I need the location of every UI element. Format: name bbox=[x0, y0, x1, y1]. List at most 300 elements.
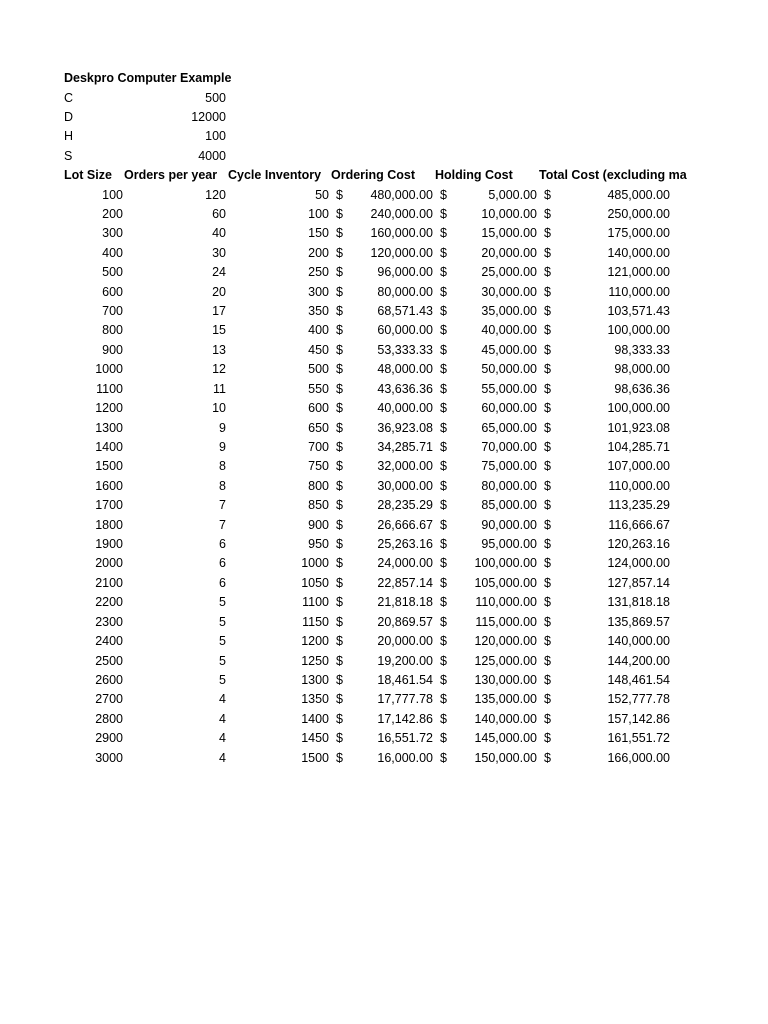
table-row bbox=[0, 671, 768, 690]
lot-size-cell: 1600 bbox=[95, 478, 123, 493]
holding-cost-cell: 105,000.00 bbox=[474, 575, 537, 590]
cycle-inventory-cell: 350 bbox=[308, 304, 329, 319]
cycle-inventory-cell: 200 bbox=[308, 245, 329, 260]
currency-symbol: $ bbox=[336, 304, 343, 319]
currency-symbol: $ bbox=[544, 420, 551, 435]
ordering-cost-cell: 28,235.29 bbox=[377, 498, 433, 513]
param-value: 500 bbox=[205, 91, 226, 105]
currency-symbol: $ bbox=[544, 614, 551, 629]
total-cost-cell: 120,263.16 bbox=[607, 537, 670, 552]
total-cost-cell: 104,285.71 bbox=[607, 439, 670, 454]
holding-cost-cell: 135,000.00 bbox=[474, 692, 537, 707]
sheet-title: Deskpro Computer Example bbox=[64, 71, 232, 85]
currency-symbol: $ bbox=[336, 575, 343, 590]
cycle-inventory-cell: 150 bbox=[308, 226, 329, 241]
currency-symbol: $ bbox=[336, 634, 343, 649]
orders-per-year-cell: 12 bbox=[212, 362, 226, 377]
header-cycle-inventory: Cycle Inventory bbox=[228, 168, 322, 182]
table-row bbox=[0, 690, 768, 709]
total-cost-cell: 107,000.00 bbox=[607, 459, 670, 474]
total-cost-cell: 113,235.29 bbox=[608, 498, 670, 513]
param-label: S bbox=[64, 149, 73, 163]
currency-symbol: $ bbox=[544, 731, 551, 746]
total-cost-cell: 127,857.14 bbox=[607, 575, 670, 590]
currency-symbol: $ bbox=[336, 342, 343, 357]
currency-symbol: $ bbox=[544, 653, 551, 668]
lot-size-cell: 1700 bbox=[95, 498, 123, 513]
currency-symbol: $ bbox=[440, 614, 447, 629]
holding-cost-cell: 25,000.00 bbox=[481, 265, 537, 280]
ordering-cost-cell: 16,000.00 bbox=[377, 750, 433, 765]
table-row bbox=[0, 652, 768, 671]
table-row bbox=[0, 496, 768, 515]
total-cost-cell: 144,200.00 bbox=[607, 653, 670, 668]
orders-per-year-cell: 5 bbox=[219, 614, 226, 629]
currency-symbol: $ bbox=[440, 575, 447, 590]
table-row bbox=[0, 419, 768, 438]
lot-size-cell: 2200 bbox=[95, 595, 123, 610]
orders-per-year-cell: 120 bbox=[205, 187, 226, 202]
total-cost-cell: 124,000.00 bbox=[607, 556, 670, 571]
table-row bbox=[0, 341, 768, 360]
orders-per-year-cell: 11 bbox=[213, 381, 226, 396]
table-row bbox=[0, 535, 768, 554]
header-total-cost: Total Cost (excluding ma bbox=[539, 168, 687, 182]
lot-size-cell: 1400 bbox=[95, 439, 123, 454]
param-row-s bbox=[0, 147, 768, 166]
table-row bbox=[0, 224, 768, 243]
cycle-inventory-cell: 900 bbox=[308, 517, 329, 532]
holding-cost-cell: 15,000.00 bbox=[481, 226, 537, 241]
orders-per-year-cell: 15 bbox=[212, 323, 226, 338]
currency-symbol: $ bbox=[336, 614, 343, 629]
cycle-inventory-cell: 1200 bbox=[301, 634, 329, 649]
currency-symbol: $ bbox=[544, 750, 551, 765]
title-row bbox=[0, 69, 768, 88]
orders-per-year-cell: 30 bbox=[212, 245, 226, 260]
cycle-inventory-cell: 600 bbox=[308, 401, 329, 416]
holding-cost-cell: 145,000.00 bbox=[474, 731, 537, 746]
orders-per-year-cell: 7 bbox=[219, 517, 226, 532]
cycle-inventory-cell: 950 bbox=[308, 537, 329, 552]
table-row bbox=[0, 186, 768, 205]
orders-per-year-cell: 60 bbox=[212, 206, 226, 221]
currency-symbol: $ bbox=[440, 284, 447, 299]
cycle-inventory-cell: 50 bbox=[315, 187, 329, 202]
cycle-inventory-cell: 1150 bbox=[302, 614, 329, 629]
orders-per-year-cell: 9 bbox=[219, 420, 226, 435]
table-row bbox=[0, 399, 768, 418]
holding-cost-cell: 110,000.00 bbox=[475, 595, 537, 610]
lot-size-cell: 2100 bbox=[95, 575, 123, 590]
total-cost-cell: 100,000.00 bbox=[607, 401, 670, 416]
cycle-inventory-cell: 1000 bbox=[301, 556, 329, 571]
param-label: D bbox=[64, 110, 74, 124]
currency-symbol: $ bbox=[336, 226, 343, 241]
ordering-cost-cell: 240,000.00 bbox=[370, 206, 433, 221]
table-row bbox=[0, 263, 768, 282]
total-cost-cell: 157,142.86 bbox=[607, 711, 670, 726]
table-row bbox=[0, 516, 768, 535]
currency-symbol: $ bbox=[544, 401, 551, 416]
ordering-cost-cell: 480,000.00 bbox=[370, 187, 433, 202]
table-row bbox=[0, 360, 768, 379]
orders-per-year-cell: 6 bbox=[219, 575, 226, 590]
currency-symbol: $ bbox=[544, 304, 551, 319]
currency-symbol: $ bbox=[336, 381, 343, 396]
currency-symbol: $ bbox=[336, 692, 343, 707]
table-row bbox=[0, 554, 768, 573]
ordering-cost-cell: 17,777.78 bbox=[377, 692, 433, 707]
lot-size-cell: 200 bbox=[102, 206, 123, 221]
param-row-h bbox=[0, 127, 768, 146]
ordering-cost-cell: 30,000.00 bbox=[377, 478, 433, 493]
lot-size-cell: 100 bbox=[102, 187, 123, 202]
table-row bbox=[0, 574, 768, 593]
table-row bbox=[0, 380, 768, 399]
cycle-inventory-cell: 550 bbox=[308, 381, 329, 396]
currency-symbol: $ bbox=[336, 478, 343, 493]
ordering-cost-cell: 60,000.00 bbox=[377, 323, 433, 338]
currency-symbol: $ bbox=[336, 245, 343, 260]
orders-per-year-cell: 6 bbox=[219, 537, 226, 552]
holding-cost-cell: 115,000.00 bbox=[475, 614, 537, 629]
header-lot-size: Lot Size bbox=[64, 168, 112, 182]
holding-cost-cell: 55,000.00 bbox=[481, 381, 537, 396]
lot-size-cell: 700 bbox=[102, 304, 123, 319]
currency-symbol: $ bbox=[336, 537, 343, 552]
total-cost-cell: 98,000.00 bbox=[614, 362, 670, 377]
ordering-cost-cell: 22,857.14 bbox=[377, 575, 433, 590]
orders-per-year-cell: 5 bbox=[219, 634, 226, 649]
holding-cost-cell: 130,000.00 bbox=[474, 673, 537, 687]
lot-size-cell: 2800 bbox=[95, 711, 123, 726]
currency-symbol: $ bbox=[440, 206, 447, 221]
total-cost-cell: 121,000.00 bbox=[607, 265, 670, 280]
lot-size-cell: 2300 bbox=[95, 614, 123, 629]
currency-symbol: $ bbox=[544, 187, 551, 202]
table-row bbox=[0, 749, 768, 768]
currency-symbol: $ bbox=[544, 226, 551, 241]
holding-cost-cell: 50,000.00 bbox=[481, 362, 537, 377]
lot-size-cell: 1000 bbox=[95, 362, 123, 377]
ordering-cost-cell: 43,636.36 bbox=[377, 381, 433, 396]
ordering-cost-cell: 20,869.57 bbox=[377, 614, 433, 629]
ordering-cost-cell: 48,000.00 bbox=[377, 362, 433, 377]
cycle-inventory-cell: 800 bbox=[308, 478, 329, 493]
currency-symbol: $ bbox=[544, 206, 551, 221]
lot-size-cell: 2900 bbox=[95, 731, 123, 746]
currency-symbol: $ bbox=[440, 342, 447, 357]
ordering-cost-cell: 16,551.72 bbox=[377, 731, 433, 746]
total-cost-cell: 101,923.08 bbox=[607, 420, 670, 435]
currency-symbol: $ bbox=[440, 498, 447, 513]
currency-symbol: $ bbox=[336, 731, 343, 746]
total-cost-cell: 103,571.43 bbox=[607, 304, 670, 319]
table-row bbox=[0, 613, 768, 632]
currency-symbol: $ bbox=[440, 420, 447, 435]
ordering-cost-cell: 40,000.00 bbox=[377, 401, 433, 416]
currency-symbol: $ bbox=[336, 439, 343, 454]
currency-symbol: $ bbox=[544, 634, 551, 649]
holding-cost-cell: 95,000.00 bbox=[481, 537, 537, 552]
currency-symbol: $ bbox=[440, 459, 447, 474]
cycle-inventory-cell: 650 bbox=[308, 420, 329, 435]
holding-cost-cell: 35,000.00 bbox=[481, 304, 537, 319]
currency-symbol: $ bbox=[336, 673, 343, 687]
header-holding-cost: Holding Cost bbox=[435, 168, 513, 182]
lot-size-cell: 2000 bbox=[95, 556, 123, 571]
lot-size-cell: 1900 bbox=[95, 537, 123, 552]
total-cost-cell: 131,818.18 bbox=[607, 595, 670, 610]
param-value: 100 bbox=[205, 129, 226, 143]
holding-cost-cell: 30,000.00 bbox=[481, 284, 537, 299]
table-row bbox=[0, 438, 768, 457]
ordering-cost-cell: 80,000.00 bbox=[377, 284, 433, 299]
holding-cost-cell: 75,000.00 bbox=[481, 459, 537, 474]
currency-symbol: $ bbox=[440, 362, 447, 377]
cycle-inventory-cell: 300 bbox=[308, 284, 329, 299]
ordering-cost-cell: 34,285.71 bbox=[377, 439, 433, 454]
orders-per-year-cell: 10 bbox=[212, 401, 226, 416]
orders-per-year-cell: 20 bbox=[212, 284, 226, 299]
holding-cost-cell: 70,000.00 bbox=[481, 439, 537, 454]
currency-symbol: $ bbox=[544, 362, 551, 377]
currency-symbol: $ bbox=[440, 265, 447, 280]
currency-symbol: $ bbox=[336, 653, 343, 668]
currency-symbol: $ bbox=[336, 498, 343, 513]
currency-symbol: $ bbox=[544, 478, 551, 493]
currency-symbol: $ bbox=[336, 362, 343, 377]
currency-symbol: $ bbox=[336, 284, 343, 299]
orders-per-year-cell: 24 bbox=[212, 265, 226, 280]
ordering-cost-cell: 19,200.00 bbox=[377, 653, 433, 668]
table-row bbox=[0, 457, 768, 476]
holding-cost-cell: 140,000.00 bbox=[474, 711, 537, 726]
cycle-inventory-cell: 1500 bbox=[301, 750, 329, 765]
currency-symbol: $ bbox=[440, 323, 447, 338]
param-row-d bbox=[0, 108, 768, 127]
param-value: 12000 bbox=[191, 110, 226, 124]
ordering-cost-cell: 20,000.00 bbox=[377, 634, 433, 649]
ordering-cost-cell: 25,263.16 bbox=[377, 537, 433, 552]
ordering-cost-cell: 32,000.00 bbox=[377, 459, 433, 474]
currency-symbol: $ bbox=[544, 595, 551, 610]
currency-symbol: $ bbox=[544, 323, 551, 338]
holding-cost-cell: 40,000.00 bbox=[481, 323, 537, 338]
param-label: H bbox=[64, 129, 74, 143]
table-row bbox=[0, 302, 768, 321]
currency-symbol: $ bbox=[440, 653, 447, 668]
table-row bbox=[0, 244, 768, 263]
lot-size-cell: 3000 bbox=[95, 750, 123, 765]
currency-symbol: $ bbox=[440, 731, 447, 746]
orders-per-year-cell: 4 bbox=[219, 731, 226, 746]
table-row bbox=[0, 321, 768, 340]
cycle-inventory-cell: 1400 bbox=[301, 711, 329, 726]
cycle-inventory-cell: 450 bbox=[308, 342, 329, 357]
total-cost-cell: 98,636.36 bbox=[614, 381, 670, 396]
currency-symbol: $ bbox=[440, 750, 447, 765]
lot-size-cell: 300 bbox=[102, 226, 123, 241]
total-cost-cell: 110,000.00 bbox=[608, 284, 670, 299]
orders-per-year-cell: 4 bbox=[219, 750, 226, 765]
currency-symbol: $ bbox=[440, 595, 447, 610]
currency-symbol: $ bbox=[544, 575, 551, 590]
holding-cost-cell: 5,000.00 bbox=[488, 187, 537, 202]
ordering-cost-cell: 21,818.18 bbox=[377, 595, 433, 610]
currency-symbol: $ bbox=[544, 537, 551, 552]
ordering-cost-cell: 68,571.43 bbox=[377, 304, 433, 319]
lot-size-cell: 2600 bbox=[95, 673, 123, 687]
cycle-inventory-cell: 1300 bbox=[301, 673, 329, 687]
orders-per-year-cell: 7 bbox=[219, 498, 226, 513]
currency-symbol: $ bbox=[440, 187, 447, 202]
orders-per-year-cell: 17 bbox=[212, 304, 226, 319]
total-cost-cell: 166,000.00 bbox=[607, 750, 670, 765]
lot-size-cell: 2500 bbox=[95, 653, 123, 668]
holding-cost-cell: 80,000.00 bbox=[481, 478, 537, 493]
ordering-cost-cell: 160,000.00 bbox=[370, 226, 433, 241]
currency-symbol: $ bbox=[544, 673, 551, 687]
lot-size-cell: 1500 bbox=[95, 459, 123, 474]
ordering-cost-cell: 18,461.54 bbox=[377, 673, 433, 687]
cycle-inventory-cell: 1450 bbox=[301, 731, 329, 746]
table-row bbox=[0, 710, 768, 729]
currency-symbol: $ bbox=[336, 401, 343, 416]
ordering-cost-cell: 96,000.00 bbox=[377, 265, 433, 280]
lot-size-cell: 600 bbox=[102, 284, 123, 299]
ordering-cost-cell: 53,333.33 bbox=[377, 342, 433, 357]
cycle-inventory-cell: 500 bbox=[308, 362, 329, 377]
cycle-inventory-cell: 1250 bbox=[301, 653, 329, 668]
currency-symbol: $ bbox=[440, 634, 447, 649]
ordering-cost-cell: 36,923.08 bbox=[377, 420, 433, 435]
currency-symbol: $ bbox=[336, 206, 343, 221]
param-row-c bbox=[0, 89, 768, 108]
currency-symbol: $ bbox=[336, 556, 343, 571]
currency-symbol: $ bbox=[440, 478, 447, 493]
currency-symbol: $ bbox=[544, 556, 551, 571]
table-row bbox=[0, 632, 768, 651]
currency-symbol: $ bbox=[336, 187, 343, 202]
ordering-cost-cell: 17,142.86 bbox=[377, 711, 433, 726]
total-cost-cell: 98,333.33 bbox=[614, 342, 670, 357]
lot-size-cell: 2700 bbox=[95, 692, 123, 707]
ordering-cost-cell: 24,000.00 bbox=[377, 556, 433, 571]
cycle-inventory-cell: 850 bbox=[308, 498, 329, 513]
currency-symbol: $ bbox=[440, 401, 447, 416]
currency-symbol: $ bbox=[544, 517, 551, 532]
currency-symbol: $ bbox=[440, 226, 447, 241]
ordering-cost-cell: 26,666.67 bbox=[377, 517, 433, 532]
currency-symbol: $ bbox=[336, 459, 343, 474]
ordering-cost-cell: 120,000.00 bbox=[370, 245, 433, 260]
cycle-inventory-cell: 700 bbox=[308, 439, 329, 454]
total-cost-cell: 135,869.57 bbox=[607, 614, 670, 629]
lot-size-cell: 1800 bbox=[95, 517, 123, 532]
total-cost-cell: 140,000.00 bbox=[607, 245, 670, 260]
holding-cost-cell: 10,000.00 bbox=[481, 206, 537, 221]
currency-symbol: $ bbox=[440, 245, 447, 260]
orders-per-year-cell: 13 bbox=[212, 342, 226, 357]
lot-size-cell: 900 bbox=[102, 342, 123, 357]
total-cost-cell: 161,551.72 bbox=[607, 731, 670, 746]
currency-symbol: $ bbox=[440, 556, 447, 571]
currency-symbol: $ bbox=[544, 381, 551, 396]
orders-per-year-cell: 5 bbox=[219, 653, 226, 668]
header-ordering-cost: Ordering Cost bbox=[331, 168, 416, 182]
table-row bbox=[0, 729, 768, 748]
currency-symbol: $ bbox=[544, 459, 551, 474]
total-cost-cell: 140,000.00 bbox=[607, 634, 670, 649]
orders-per-year-cell: 8 bbox=[219, 459, 226, 474]
lot-size-cell: 500 bbox=[102, 265, 123, 280]
currency-symbol: $ bbox=[440, 381, 447, 396]
cycle-inventory-cell: 1050 bbox=[301, 575, 329, 590]
orders-per-year-cell: 5 bbox=[219, 595, 226, 610]
lot-size-cell: 2400 bbox=[95, 634, 123, 649]
table-row bbox=[0, 205, 768, 224]
orders-per-year-cell: 5 bbox=[219, 673, 226, 687]
currency-symbol: $ bbox=[336, 323, 343, 338]
table-header-row bbox=[0, 166, 768, 185]
currency-symbol: $ bbox=[440, 711, 447, 726]
orders-per-year-cell: 40 bbox=[212, 226, 226, 241]
currency-symbol: $ bbox=[440, 439, 447, 454]
table-row bbox=[0, 477, 768, 496]
lot-size-cell: 400 bbox=[102, 245, 123, 260]
total-cost-cell: 100,000.00 bbox=[607, 323, 670, 338]
lot-size-cell: 1300 bbox=[95, 420, 123, 435]
currency-symbol: $ bbox=[440, 692, 447, 707]
currency-symbol: $ bbox=[336, 711, 343, 726]
currency-symbol: $ bbox=[440, 673, 447, 687]
currency-symbol: $ bbox=[440, 304, 447, 319]
total-cost-cell: 250,000.00 bbox=[607, 206, 670, 221]
currency-symbol: $ bbox=[336, 517, 343, 532]
cycle-inventory-cell: 250 bbox=[308, 265, 329, 280]
currency-symbol: $ bbox=[544, 439, 551, 454]
holding-cost-cell: 45,000.00 bbox=[481, 342, 537, 357]
param-value: 4000 bbox=[198, 149, 226, 163]
holding-cost-cell: 90,000.00 bbox=[481, 517, 537, 532]
currency-symbol: $ bbox=[336, 750, 343, 765]
currency-symbol: $ bbox=[336, 265, 343, 280]
total-cost-cell: 175,000.00 bbox=[607, 226, 670, 241]
holding-cost-cell: 125,000.00 bbox=[474, 653, 537, 668]
lot-size-cell: 1100 bbox=[96, 381, 123, 396]
holding-cost-cell: 100,000.00 bbox=[474, 556, 537, 571]
orders-per-year-cell: 6 bbox=[219, 556, 226, 571]
holding-cost-cell: 60,000.00 bbox=[481, 401, 537, 416]
currency-symbol: $ bbox=[544, 711, 551, 726]
total-cost-cell: 148,461.54 bbox=[607, 673, 670, 687]
orders-per-year-cell: 9 bbox=[219, 439, 226, 454]
param-label: C bbox=[64, 91, 74, 105]
currency-symbol: $ bbox=[544, 284, 551, 299]
header-orders-per-year: Orders per year bbox=[124, 168, 218, 182]
total-cost-cell: 116,666.67 bbox=[608, 517, 670, 532]
table-row bbox=[0, 283, 768, 302]
currency-symbol: $ bbox=[440, 537, 447, 552]
currency-symbol: $ bbox=[544, 692, 551, 707]
holding-cost-cell: 85,000.00 bbox=[481, 498, 537, 513]
currency-symbol: $ bbox=[544, 265, 551, 280]
holding-cost-cell: 20,000.00 bbox=[481, 245, 537, 260]
orders-per-year-cell: 4 bbox=[219, 711, 226, 726]
currency-symbol: $ bbox=[336, 595, 343, 610]
